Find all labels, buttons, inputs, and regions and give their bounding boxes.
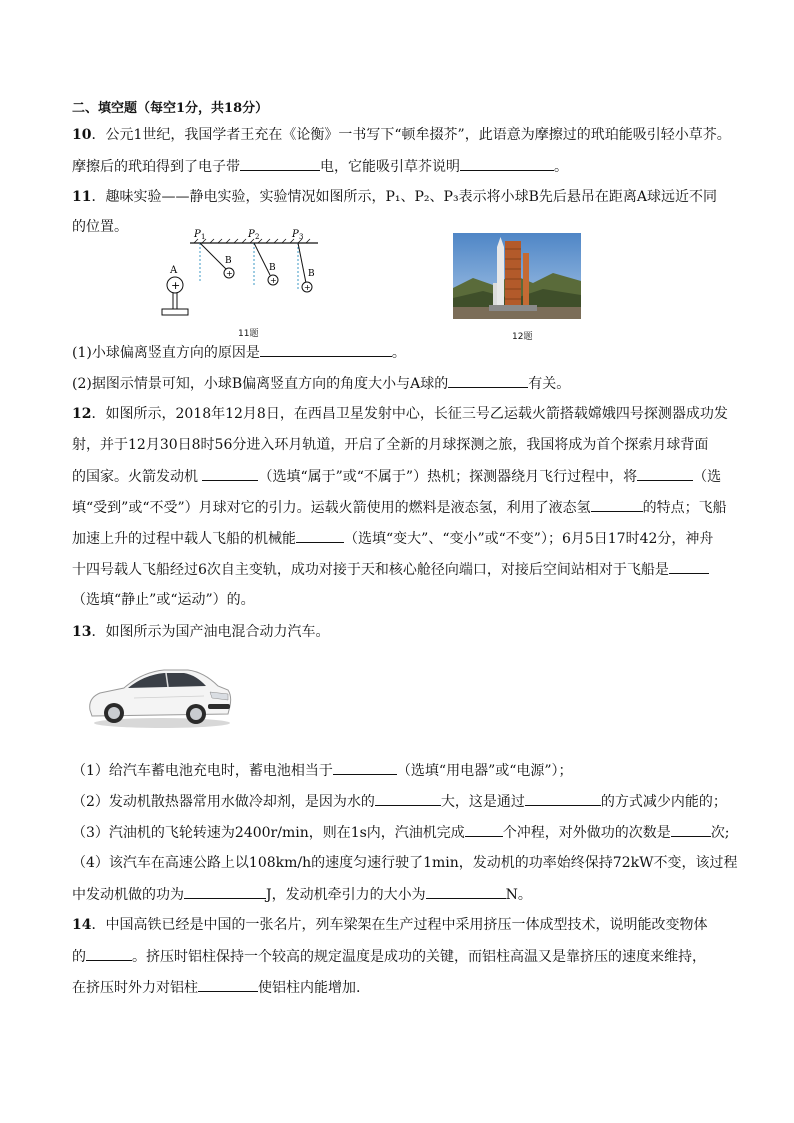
- answer-blank[interactable]: [260, 342, 392, 357]
- question-text: J，发动机牵引力的大小为: [266, 887, 426, 903]
- answer-blank[interactable]: [591, 497, 643, 512]
- svg-text:+: +: [226, 269, 233, 278]
- question-13-sub1: [72, 760, 573, 781]
- question-text: 。: [391, 345, 406, 361]
- question-text: 摩擦后的玳珀得到了电子带: [72, 159, 240, 175]
- answer-blank[interactable]: [426, 884, 506, 899]
- question-11-line1: [72, 187, 717, 207]
- question-number: 10: [72, 127, 92, 143]
- question-13-sub2: [72, 791, 727, 812]
- question-12-line6: [72, 559, 709, 580]
- question-12-line4: [72, 497, 727, 518]
- question-14-line3: [72, 977, 360, 998]
- question-13-sub4-cont: [72, 884, 532, 905]
- figure-12-caption: 12题: [512, 332, 533, 342]
- hybrid-car-image: [84, 660, 234, 730]
- answer-blank[interactable]: [465, 822, 503, 837]
- question-13-line1: [72, 622, 329, 642]
- question-text: (2)据图示情景可知，小球B偏离竖直方向的角度大小与A球的: [72, 376, 449, 392]
- question-text: 的特点；飞船: [642, 500, 727, 516]
- question-text: （选填“属于”或“不属于”）热机；探测器绕月飞行过程中，将: [258, 469, 638, 485]
- question-number: 14: [72, 917, 92, 933]
- question-text: 个冲程，对外做功的次数是: [502, 825, 671, 841]
- svg-text:+: +: [304, 283, 311, 292]
- answer-blank[interactable]: [460, 156, 554, 171]
- question-13-sub3: [72, 822, 730, 843]
- question-number: 13: [72, 624, 92, 640]
- question-text: 射，并于12月30日8时56分进入环月轨道，开启了全新的月球探测之旅，我国将成为首个探索月球背面: [72, 437, 709, 453]
- answer-blank[interactable]: [86, 946, 132, 961]
- question-12-line5: [72, 528, 713, 549]
- question-12-line3: [72, 466, 721, 487]
- svg-text:P: P: [248, 229, 255, 240]
- section-title: 二、填空题（每空1分，共18分）: [72, 101, 269, 116]
- question-text: （选填“静止”或“运动”）的。: [72, 592, 255, 608]
- question-14-line1: [72, 915, 707, 935]
- question-10-line1: [72, 125, 731, 145]
- question-11-sub1: [72, 342, 406, 363]
- question-text: （3）汽油机的飞轮转速为2400r/min，则在1s内，汽油机完成: [72, 825, 465, 841]
- question-text: 。挤压时铝柱保持一个较高的规定温度是成功的关键，而铝柱高温又是靠挤压的速度来维持，: [132, 949, 706, 965]
- svg-text:B: B: [269, 263, 276, 273]
- question-number: 11: [72, 189, 92, 205]
- question-text: 。: [554, 159, 568, 175]
- answer-blank[interactable]: [198, 977, 258, 992]
- question-12-line2: [72, 435, 708, 455]
- question-text: 有关。: [528, 376, 571, 392]
- question-text: （4）该汽车在高速公路上以108km/h的速度匀速行驶了1min，发动机的功率始终保持72kW不变，该过程: [72, 855, 738, 871]
- question-text: 填“受到”或“不受”）月球对它的引力。运载火箭使用的燃料是液态氢，利用了液态氢: [72, 500, 591, 516]
- question-text: 电，它能吸引草芥说明: [320, 159, 460, 175]
- svg-text:B: B: [308, 269, 315, 279]
- answer-blank[interactable]: [671, 822, 711, 837]
- answer-blank[interactable]: [184, 884, 266, 899]
- answer-blank[interactable]: [448, 373, 528, 388]
- svg-text:P: P: [292, 229, 299, 240]
- question-text: 大，这是通过: [440, 794, 525, 810]
- answer-blank[interactable]: [669, 559, 709, 574]
- question-text: 中发动机做的功为: [72, 887, 184, 903]
- answer-blank[interactable]: [296, 528, 344, 543]
- answer-blank[interactable]: [525, 791, 601, 806]
- question-text: ．如图所示为国产油电混合动力汽车。: [91, 624, 330, 640]
- svg-text:1: 1: [201, 233, 206, 241]
- question-text: 的: [72, 949, 86, 965]
- question-text: （1）给汽车蓄电池充电时，蓄电池相当于: [72, 763, 333, 779]
- question-14-line2: [72, 946, 706, 967]
- question-11-sub2: [72, 373, 570, 394]
- question-text: （选: [693, 469, 722, 485]
- question-text: （2）发动机散热器常用水做冷却剂，是因为水的: [72, 794, 375, 810]
- question-12-line7: [72, 590, 255, 610]
- question-13-sub4: [72, 853, 737, 873]
- svg-text:A: A: [170, 265, 178, 276]
- question-text: ．公元1世纪，我国学者王充在《论衡》一书写下“顿牟掇芥”，此语意为摩擦过的玳珀能吸引轻小草芥。: [91, 127, 731, 143]
- svg-text:B: B: [225, 256, 232, 266]
- answer-blank[interactable]: [240, 156, 320, 171]
- question-text: 加速上升的过程中载人飞船的机械能: [72, 531, 296, 547]
- question-text: ．如图所示，2018年12月8日，在西昌卫星发射中心，长征三号乙运载火箭搭载嫦娥四号探测器成功发: [91, 406, 728, 422]
- question-text: 十四号载人飞船经过6次自主变轨，成功对接于天和核心舱径向端口，对接后空间站相对于飞船是: [72, 562, 669, 578]
- figure-11-caption: 11题: [238, 329, 259, 339]
- answer-blank[interactable]: [637, 466, 693, 481]
- figure-12-rocket-photo: [453, 233, 581, 319]
- question-10-line2: [72, 156, 568, 177]
- svg-text:P: P: [194, 229, 201, 240]
- question-text: (1)小球偏离竖直方向的原因是: [72, 345, 260, 361]
- question-text: （选填“用电器”或“电源”）；: [396, 763, 573, 779]
- svg-text:+: +: [171, 279, 181, 292]
- answer-blank[interactable]: [375, 791, 441, 806]
- question-11-line2: [72, 217, 128, 237]
- question-text: ．中国高铁已经是中国的一张名片，列车梁架在生产过程中采用挤压一体成型技术，说明能改变物体: [91, 917, 708, 933]
- question-12-line1: [72, 404, 728, 424]
- question-text: （选填“变大”、“变小”或“不变”）；6月5日17时42分，神舟: [344, 531, 714, 547]
- figure-11-diagram: [150, 225, 330, 325]
- svg-text:3: 3: [299, 233, 304, 241]
- question-text: 在挤压时外力对铝柱: [72, 980, 198, 996]
- question-text: 的国家。火箭发动机: [72, 469, 203, 485]
- svg-text:2: 2: [255, 233, 260, 241]
- question-number: 12: [72, 406, 92, 422]
- question-text: 使铝柱内能增加.: [258, 980, 361, 996]
- question-text: 的方式减少内能的；: [600, 794, 727, 810]
- question-text: 次;: [710, 825, 730, 841]
- question-text: 的位置。: [72, 219, 128, 235]
- svg-text:+: +: [270, 276, 277, 285]
- question-text: N。: [505, 887, 532, 903]
- answer-blank[interactable]: [333, 760, 397, 775]
- question-text: ．趣味实验——静电实验，实验情况如图所示，P₁、P₂、P₃表示将小球B先后悬吊在距离A球远近不同: [91, 189, 717, 205]
- answer-blank[interactable]: [202, 466, 258, 481]
